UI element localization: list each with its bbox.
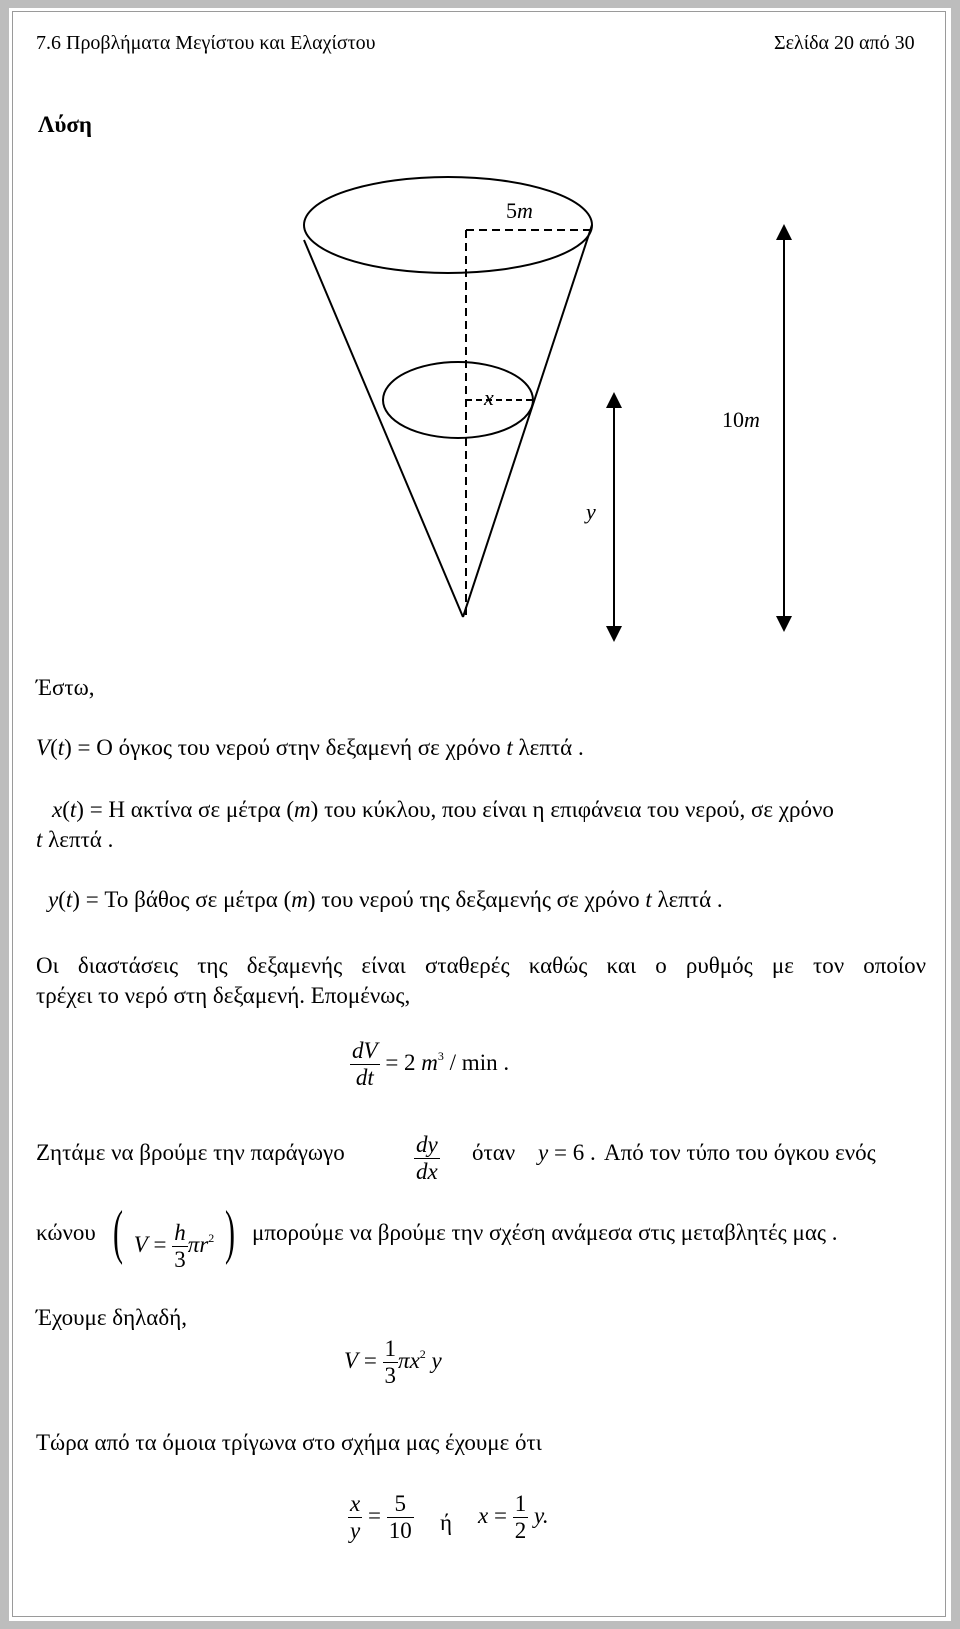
unit-m: m bbox=[294, 797, 311, 822]
equals: = bbox=[488, 1502, 513, 1528]
definition-depth: y(t) = Το βάθος σε μέτρα (m) του νερού της δεξαμενής σε χρόνο t λεπτά . bbox=[48, 887, 723, 912]
unit-m: m bbox=[421, 1049, 438, 1075]
sym-y: y bbox=[425, 1347, 442, 1373]
paragraph-derivative-text-c: Από τον τύπο του όγκου ενός bbox=[604, 1140, 876, 1165]
text: ) του κύκλου, που είναι η επιφάνεια του νερού, σε χρόνο bbox=[310, 797, 834, 822]
sym-t: t bbox=[69, 797, 77, 822]
or-word: ή bbox=[440, 1510, 453, 1535]
sym-V: V bbox=[344, 1347, 359, 1373]
sym-r: r bbox=[199, 1232, 209, 1257]
cone-word: κώνου bbox=[36, 1220, 96, 1245]
equation-x-half-y bbox=[478, 1491, 549, 1544]
equals: = bbox=[362, 1502, 387, 1528]
denominator: 2 bbox=[514, 1518, 527, 1543]
numerator: dy bbox=[416, 1132, 438, 1157]
cone-volume-formula: ( V = $\frac{h}{3}$ $\pi r^2$ ) bbox=[112, 1199, 236, 1273]
text: ) του νερού της δεξαμενής σε χρόνο bbox=[307, 887, 646, 912]
definition-radius: x(t) = Η ακτίνα σε μέτρα (m) του κύκλου, που είναι η επιφάνεια του νερού, σε χρόνο bbox=[52, 797, 834, 822]
page-indicator: Σελίδα 20 από 30 bbox=[774, 32, 915, 54]
height-label: 10m bbox=[722, 407, 760, 432]
paragraph-similar-triangles: Τώρα από τα όμοια τρίγωνα στο σχήμα μας έχουμε ότι bbox=[36, 1430, 542, 1455]
numerator: h bbox=[174, 1220, 186, 1246]
sym-x: x bbox=[409, 1347, 420, 1373]
sym-V: V bbox=[36, 735, 51, 760]
cone-right-edge bbox=[463, 225, 592, 617]
numerator: dV bbox=[352, 1038, 378, 1063]
rhs: = 6 . bbox=[548, 1140, 596, 1165]
section-title: 7.6 Προβλήματα Μεγίστου και Ελαχίστου bbox=[36, 32, 376, 54]
paragraph-derivative-text-a: Ζητάμε να βρούμε την παράγωγο bbox=[36, 1140, 345, 1165]
text: λεπτά . bbox=[42, 827, 114, 852]
condition-y bbox=[538, 1140, 596, 1166]
numerator: 5 bbox=[394, 1491, 406, 1516]
text: = Ο όγκος του νερού στην δεξαμενή σε χρόνο bbox=[71, 735, 507, 760]
unit-tail: / min . bbox=[443, 1049, 510, 1075]
denominator: 10 bbox=[388, 1518, 412, 1543]
intro-text: Έστω, bbox=[36, 675, 95, 700]
paragraph-dimensions-line1: Οι διαστάσεις της δεξαμενής είναι σταθερές καθώς και ο ρυθμός με τον οποίον bbox=[36, 953, 926, 978]
equation-rate bbox=[350, 1038, 509, 1091]
sym-x: x bbox=[478, 1502, 489, 1528]
fraction-dV-dt bbox=[350, 1038, 380, 1091]
paragraph-derivative-line2: μπορούμε να βρούμε την σχέση ανάμεσα στις μεταβλητές μας . bbox=[252, 1220, 838, 1245]
sym-t: t bbox=[506, 735, 513, 760]
equals: = bbox=[358, 1347, 383, 1373]
sym-y: y. bbox=[528, 1502, 549, 1528]
text: λεπτά . bbox=[651, 887, 723, 912]
cone-left-edge bbox=[304, 240, 463, 617]
paragraph-derivative-text-b: όταν bbox=[472, 1140, 516, 1165]
water-radius-label: x bbox=[484, 385, 494, 410]
sym-pi: π bbox=[398, 1347, 410, 1373]
denominator: dt bbox=[350, 1064, 380, 1091]
equation-volume bbox=[344, 1336, 442, 1389]
depth-label: y bbox=[586, 499, 596, 524]
sym-y: y bbox=[48, 887, 59, 912]
sym-t: t bbox=[57, 735, 65, 760]
denominator: y bbox=[350, 1518, 361, 1543]
exponent: 2 bbox=[419, 1346, 426, 1361]
equals: = bbox=[147, 1232, 173, 1257]
numerator: x bbox=[350, 1491, 361, 1516]
unit-m: m bbox=[291, 887, 308, 912]
rhs: = 2 bbox=[385, 1049, 416, 1075]
sym-t: t bbox=[65, 887, 73, 912]
numerator: 1 bbox=[384, 1336, 397, 1361]
numerator: 1 bbox=[514, 1491, 527, 1516]
radius-label: 5m bbox=[506, 198, 533, 223]
definition-radius-cont bbox=[36, 827, 113, 853]
sym-V: V bbox=[133, 1232, 148, 1257]
exponent: 3 bbox=[437, 1048, 444, 1063]
text: = Η ακτίνα σε μέτρα ( bbox=[83, 797, 295, 822]
solution-heading: Λύση bbox=[38, 112, 92, 137]
cone-figure bbox=[0, 0, 960, 660]
text: = Το βάθος σε μέτρα ( bbox=[79, 887, 292, 912]
paragraph-dimensions-line2: τρέχει το νερό στη δεξαμενή. Επομένως, bbox=[36, 983, 411, 1008]
sym-pi: π bbox=[187, 1232, 200, 1257]
sym-y: y bbox=[538, 1140, 549, 1165]
denominator: 3 bbox=[174, 1247, 186, 1273]
definition-volume: V(t) = Ο όγκος του νερού στην δεξαμενή σε χρόνο t λεπτά . bbox=[36, 735, 584, 760]
exponent: 2 bbox=[208, 1231, 215, 1245]
page-frame-bottom bbox=[0, 1621, 960, 1629]
denominator: 3 bbox=[384, 1363, 397, 1388]
cone-top-rim bbox=[304, 177, 592, 273]
sym-t: t bbox=[36, 827, 43, 852]
denominator: dx bbox=[416, 1159, 438, 1184]
text: λεπτά . bbox=[512, 735, 584, 760]
equation-ratio bbox=[348, 1491, 414, 1544]
fraction-dy-dx bbox=[414, 1132, 440, 1185]
sym-t: t bbox=[645, 887, 652, 912]
sym-x: x bbox=[52, 797, 63, 822]
paragraph-we-have: Έχουμε δηλαδή, bbox=[36, 1305, 187, 1330]
